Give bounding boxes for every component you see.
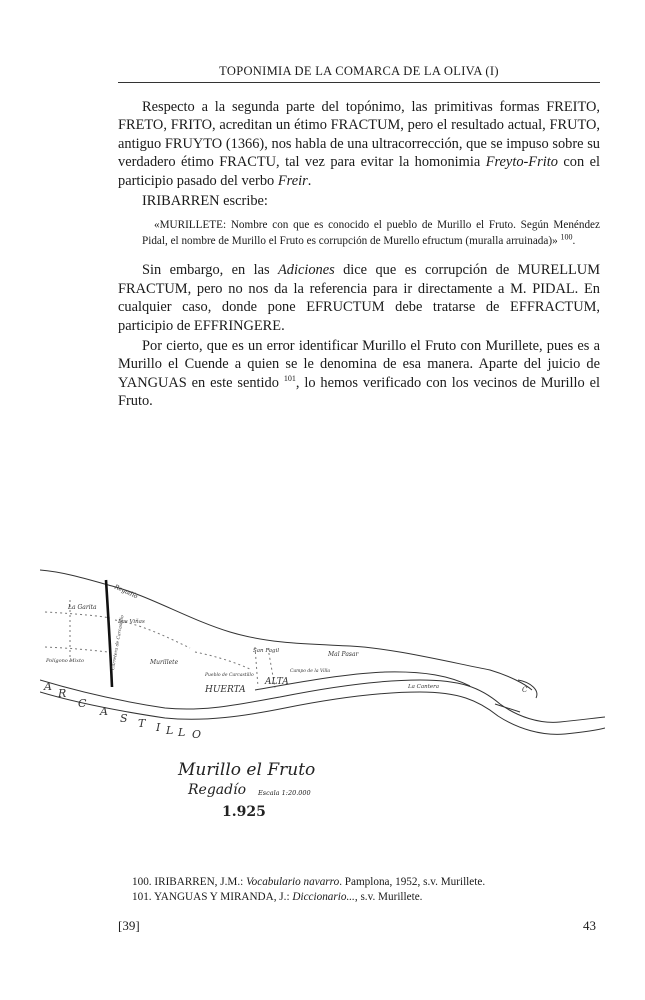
label-letter-c: C — [522, 686, 528, 694]
label-regadio-road: Regadío — [113, 583, 139, 601]
footnotes — [132, 875, 602, 905]
map-year: 1.925 — [222, 804, 266, 820]
label-la-cantera: La Cantera — [408, 684, 440, 690]
label-las-vinas: Las Viñas — [118, 619, 145, 625]
label-alta: ALTA — [265, 677, 289, 687]
header-rule — [118, 82, 600, 83]
map-road — [106, 580, 112, 687]
label-arcastillo-5: T — [138, 717, 146, 730]
footnote-ref-100: 100 — [560, 232, 573, 242]
label-campo-villa: Campo de la Villa — [290, 669, 331, 674]
map-plot-line-1 — [45, 612, 110, 618]
label-pueblo: Pueblo de Carcastillo — [205, 673, 254, 678]
folio-left: [39] — [118, 918, 140, 933]
paragraph-2: IRIBARREN escribe: — [142, 193, 268, 210]
label-arcastillo-0: A — [44, 680, 52, 693]
map-plot-line-4 — [195, 652, 252, 670]
paragraph-1: Respecto a la segunda parte del topónimo, las primitivas formas FREITO, FRETO, FRITO, acreditan un étimo FRACTUM, pero el resultado actual, FRUTO, antiguo FRUYTO (1366), nos habla de una ultracorrección, que se impuso sobre su verdadero étimo FRACTU, tal vez para evitar la homonimia Freyto-Frito con el participio pasado del verbo Freir. — [118, 99, 600, 189]
running-header: TOPONIMIA DE LA COMARCA DE LA OLIVA (I) — [219, 64, 499, 78]
map-inlet — [495, 704, 520, 712]
label-arcastillo-4: S — [120, 712, 128, 725]
block-quote: «MURILLETE: Nombre con que es conocido el pueblo de Murillo el Fruto. Según Menéndez Pidal, el nombre de Murillo el Fruto es corrupción de Murello efructum (muralla arruinada)» $^{100}$. — [142, 219, 600, 247]
footnote-100: 100. IRIBARREN, J.M.: Vocabulario navarro. Pamplona, 1952, s.v. Murillete. — [132, 876, 486, 888]
map-plot-line-3 — [45, 647, 108, 652]
label-arcastillo-9: O — [192, 728, 202, 741]
label-arcastillo-6: I — [156, 721, 161, 734]
label-poligono: Polígono Mixto — [46, 658, 84, 664]
map-caption: Murillo el Fruto — [178, 760, 316, 780]
label-arcastillo-8: L — [178, 726, 186, 739]
label-arcastillo-2: C — [78, 697, 87, 710]
label-arcastillo-1: R — [58, 687, 67, 700]
body-text — [118, 98, 600, 413]
label-arcastillo-3: A — [100, 705, 108, 718]
map-subcaption: Regadío — [188, 782, 247, 798]
label-arcastillo-7: L — [166, 724, 174, 737]
label-carretera: Carretera de Carcastillo — [111, 614, 126, 671]
map-scale: Escala 1:20.000 — [258, 789, 311, 797]
hand-drawn-map — [40, 552, 605, 742]
label-mal-pasar: Mal Pasar — [328, 651, 359, 658]
paragraph-3: Sin embargo, en las Adiciones dice que es corrupción de MURELLUM FRACTUM, pero no nos da la referencia para ir directamente a M. PIDAL. En cualquier caso, donde pone EFRUCTUM debe tratarse de EFFRACTUM, participio de EFFRINGERE. — [118, 262, 600, 334]
page-number: 43 — [583, 918, 596, 933]
paragraph-4: Por cierto, que es un error identificar Murillo el Fruto con Murillete, pues es a Murillo el Cuende a quien se le denomina de esa manera. Aparte del juicio de YANGUAS en este sentido $^{101}$, lo hemos verificado con los vecinos de Murillo el Fruto. — [118, 338, 600, 410]
footnote-101: 101. YANGUAS Y MIRANDA, J.: Diccionario..., s.v. Murillete. — [132, 891, 423, 903]
label-la-garita: La Garita — [68, 604, 97, 611]
label-san-fagil: San Fagil — [253, 648, 280, 654]
label-murillete: Murillete — [150, 659, 179, 666]
label-huerta: HUERTA — [205, 685, 246, 695]
footnote-ref-101: 101 — [283, 374, 296, 384]
